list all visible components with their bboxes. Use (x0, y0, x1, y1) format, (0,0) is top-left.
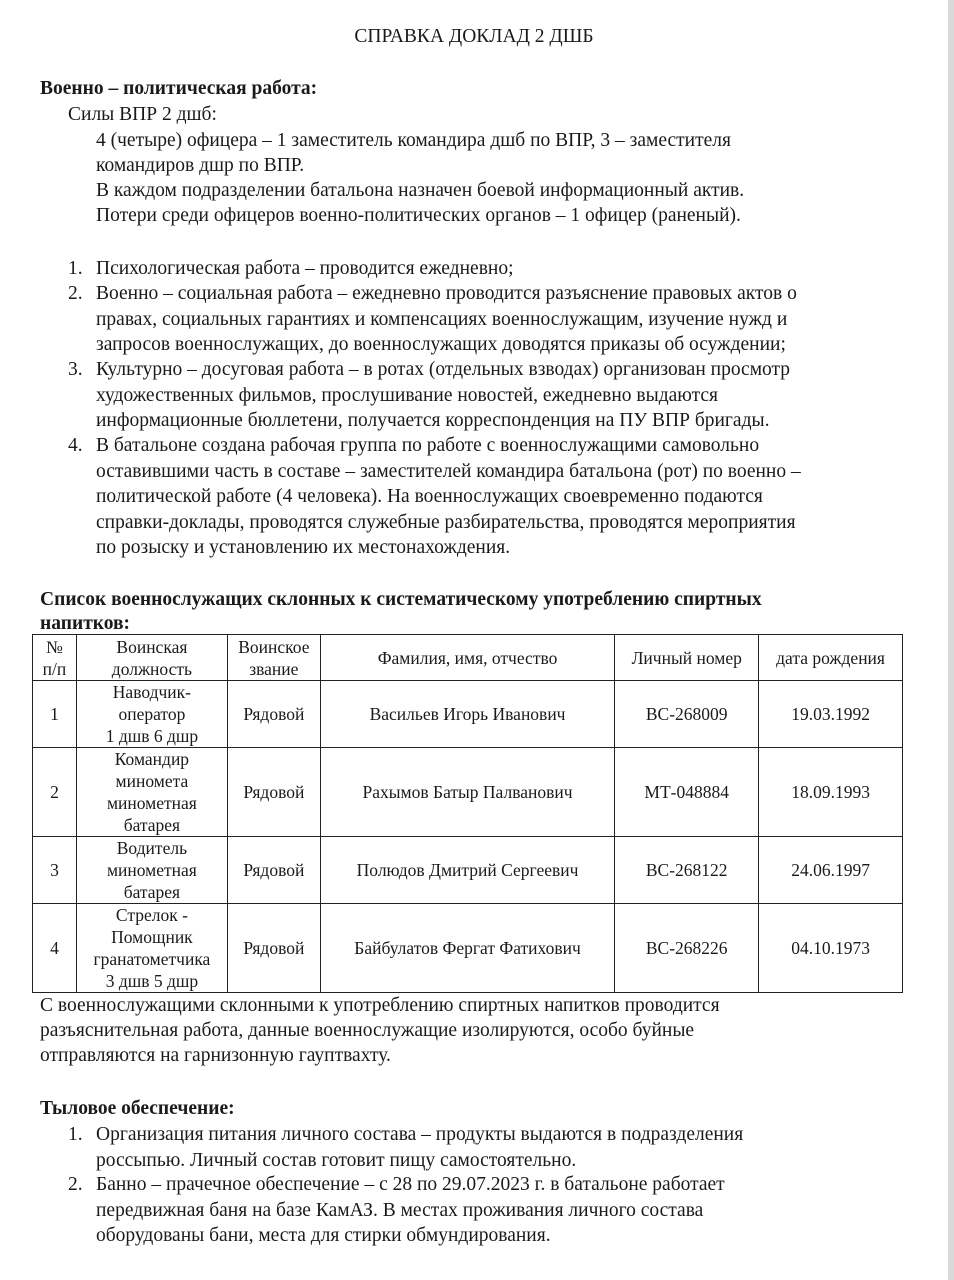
cell-name: Байбулатов Фергат Фатихович (320, 904, 614, 993)
cell-name: Васильев Игорь Иванович (320, 681, 614, 748)
soldiers-table (32, 634, 903, 993)
cell-dob: 19.03.1992 (759, 681, 903, 748)
rear-item-2 (68, 1172, 725, 1249)
vpr-item-line: по розыску и установлению их местонахождения. (96, 537, 511, 558)
vpr-item-line: Психологическая работа – проводится ежедневно; (96, 258, 514, 279)
table-row (33, 904, 903, 993)
forces-line-1: 4 (четыре) офицера – 1 заместитель командира дшб по ВПР, 3 – заместителя (96, 130, 731, 151)
cell-position: Водитель минометная батарея (76, 837, 227, 904)
vpr-item-4 (68, 433, 801, 561)
vpr-item-2 (68, 281, 797, 358)
section-heading-vpr: Военно – политическая работа: (40, 78, 318, 99)
header-dob: дата рождения (759, 635, 903, 681)
vpr-item-line: справки-доклады, проводятся служебные разбирательства, проводятся мероприятия (96, 511, 796, 533)
rear-item-line: Организация питания личного состава – продукты выдаются в подразделения (96, 1124, 744, 1145)
losses-line: Потери среди офицеров военно-политических органов – 1 офицер (раненый). (96, 205, 741, 226)
vpr-item-number: 3. (68, 359, 83, 380)
cell-id: ВС-268009 (615, 681, 759, 748)
page-edge (948, 0, 954, 1280)
active-line: В каждом подразделении батальона назначен боевой информационный актив. (96, 180, 745, 201)
section-heading-rear: Тыловое обеспечение: (40, 1098, 235, 1119)
vpr-item-line: Военно – социальная работа – ежедневно проводится разъяснение правовых актов о (96, 283, 797, 304)
vpr-item-line: художественных фильмов, прослушивание новостей, ежедневно выдаются (96, 384, 718, 406)
forces-line-2: командиров дшр по ВПР. (96, 155, 305, 176)
rear-item-number: 1. (68, 1124, 83, 1145)
rear-item-line: передвижная баня на базе КамАЗ. В местах проживания личного состава (96, 1199, 704, 1221)
cell-name: Рахымов Батыр Палванович (320, 748, 614, 837)
table-row (33, 748, 903, 837)
header-num: № п/п (33, 635, 77, 681)
rear-item-number: 2. (68, 1174, 83, 1195)
table-header-row (33, 635, 903, 681)
vpr-item-line: политической работе (4 человека). На военнослужащих своевременно подаются (96, 486, 763, 507)
rear-item-line: оборудованы бани, места для стирки обмундирования. (96, 1225, 551, 1246)
cell-id: ВС-268122 (615, 837, 759, 904)
header-id: Личный номер (615, 635, 759, 681)
note-line-3: отправляются на гарнизонную гауптвахту. (40, 1045, 391, 1066)
vpr-item-3 (68, 357, 791, 434)
vpr-item-1 (68, 256, 514, 282)
vpr-item-line: оставившими часть в составе – заместителей командира батальона (рот) по военно – (96, 460, 801, 482)
rear-item-line: россыпью. Личный состав готовит пищу самостоятельно. (96, 1149, 577, 1171)
table-row (33, 837, 903, 904)
list-heading-line-1: Список военнослужащих склонных к систематическому употреблению спиртных (40, 589, 762, 610)
cell-rank: Рядовой (227, 837, 320, 904)
cell-dob: 04.10.1973 (759, 904, 903, 993)
note-line-1: С военнослужащими склонными к употреблению спиртных напитков проводится (40, 995, 720, 1016)
cell-position: Стрелок - Помощник гранатометчика 3 дшв 5 дшр (76, 904, 227, 993)
vpr-item-line: Культурно – досуговая работа – в ротах (отдельных взводах) организован просмотр (96, 359, 791, 380)
rear-item-line: Банно – прачечное обеспечение – с 28 по 29.07.2023 г. в батальоне работает (96, 1174, 725, 1195)
note-line-2: разъяснительная работа, данные военнослужащие изолируются, особо буйные (40, 1020, 695, 1041)
list-heading-line-2: напитков: (40, 613, 131, 634)
cell-rank: Рядовой (227, 681, 320, 748)
cell-num: 2 (33, 748, 77, 837)
vpr-item-line: В батальоне создана рабочая группа по работе с военнослужащими самовольно (96, 435, 760, 456)
cell-position: Командир миномета минометная батарея (76, 748, 227, 837)
vpr-item-line: правах, социальных гарантиях и компенсациях военнослужащим, изучение нужд и (96, 308, 788, 330)
cell-id: МТ-048884 (615, 748, 759, 837)
forces-label: Силы ВПР 2 дшб: (68, 104, 217, 125)
header-rank: Воинское звание (227, 635, 320, 681)
cell-dob: 24.06.1997 (759, 837, 903, 904)
rear-item-1 (68, 1122, 744, 1173)
header-name: Фамилия, имя, отчество (320, 635, 614, 681)
cell-rank: Рядовой (227, 748, 320, 837)
cell-num: 1 (33, 681, 77, 748)
cell-dob: 18.09.1993 (759, 748, 903, 837)
vpr-item-number: 4. (68, 435, 83, 456)
table-row (33, 681, 903, 748)
vpr-item-number: 2. (68, 283, 83, 304)
vpr-item-line: информационные бюллетени, получается корреспонденция на ПУ ВПР бригады. (96, 410, 770, 431)
cell-id: ВС-268226 (615, 904, 759, 993)
cell-rank: Рядовой (227, 904, 320, 993)
cell-name: Полюдов Дмитрий Сергеевич (320, 837, 614, 904)
cell-num: 3 (33, 837, 77, 904)
header-position: Воинская должность (76, 635, 227, 681)
cell-position: Наводчик- оператор 1 дшв 6 дшр (76, 681, 227, 748)
vpr-item-line: запросов военнослужащих, до военнослужащих доводятся приказы об осуждении; (96, 334, 786, 355)
document-title: СПРАВКА ДОКЛАД 2 ДШБ (354, 26, 594, 47)
vpr-item-number: 1. (68, 258, 83, 279)
cell-num: 4 (33, 904, 77, 993)
